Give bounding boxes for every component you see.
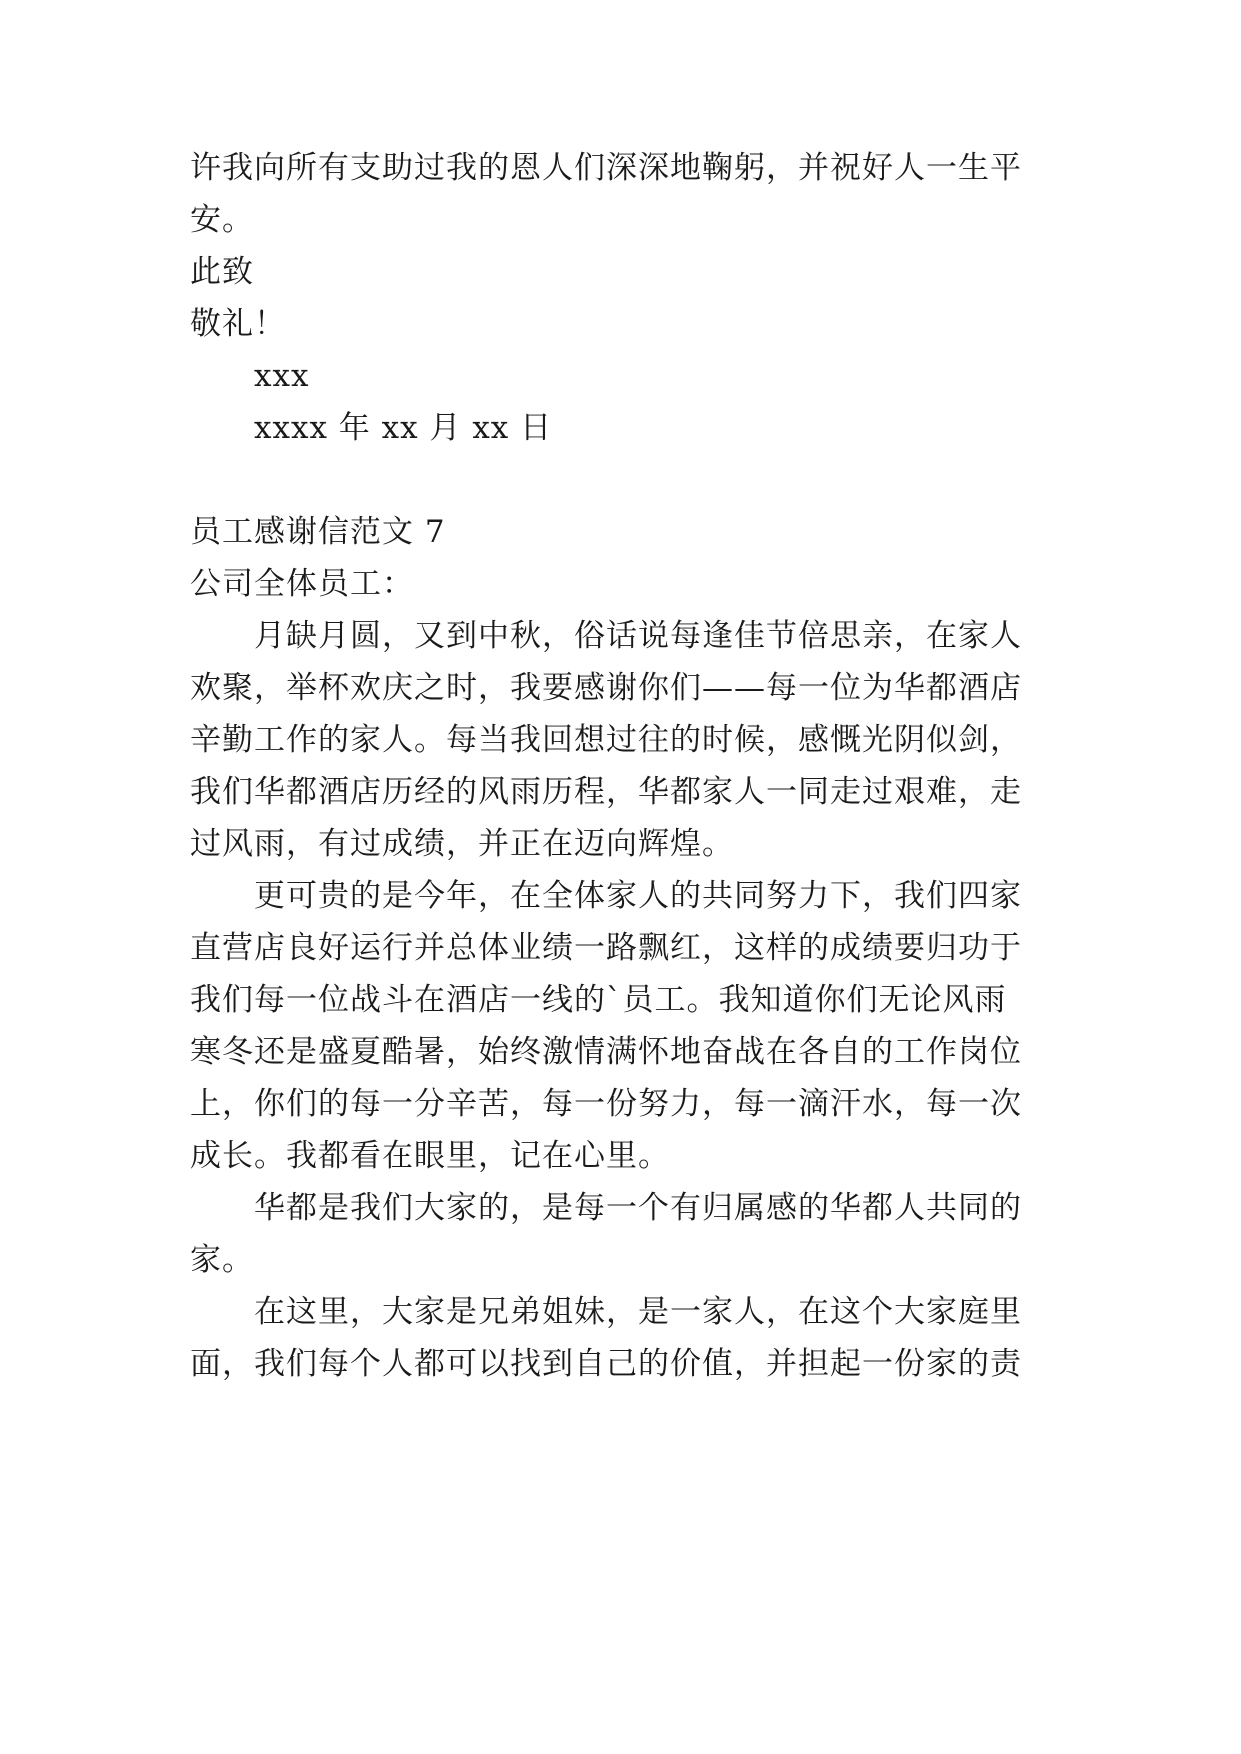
paragraph-2-line-5: 上，你们的每一分辛苦，每一份努力，每一滴汗水，每一次 bbox=[190, 1086, 1022, 1122]
paragraph-2-line-6: 成长。我都看在眼里，记在心里。 bbox=[190, 1138, 670, 1174]
salutation: 公司全体员工： bbox=[190, 566, 414, 602]
paragraph-1-line-4: 我们华都酒店历经的风雨历程，华都家人一同走过艰难，走 bbox=[190, 774, 1022, 810]
signature-date: xxxx 年 xx 月 xx 日 bbox=[254, 410, 553, 446]
paragraph-3-line-2: 家。 bbox=[190, 1242, 254, 1278]
paragraph-2-line-4: 寒冬还是盛夏酷暑，始终激情满怀地奋战在各自的工作岗位 bbox=[190, 1034, 1022, 1070]
paragraph-4-line-1: 在这里，大家是兄弟姐妹，是一家人，在这个大家庭里 bbox=[254, 1294, 1022, 1330]
opening-line-1: 许我向所有支助过我的恩人们深深地鞠躬，并祝好人一生平 bbox=[190, 150, 1022, 186]
paragraph-1-line-3: 辛勤工作的家人。每当我回想过往的时候，感慨光阴似剑， bbox=[190, 722, 1022, 758]
paragraph-2-line-2: 直营店良好运行并总体业绩一路飘红，这样的成绩要归功于 bbox=[190, 930, 1022, 966]
paragraph-1-line-5: 过风雨，有过成绩，并正在迈向辉煌。 bbox=[190, 826, 734, 862]
closing-line-2: 敬礼！ bbox=[190, 306, 286, 342]
paragraph-2-line-3: 我们每一位战斗在酒店一线的`员工。我知道你们无论风雨 bbox=[190, 982, 1007, 1018]
opening-line-2: 安。 bbox=[190, 202, 254, 238]
signature-name: xxx bbox=[254, 358, 310, 394]
paragraph-1-line-1: 月缺月圆，又到中秋，俗话说每逢佳节倍思亲，在家人 bbox=[254, 618, 1022, 654]
section-title: 员工感谢信范文 7 bbox=[190, 514, 446, 550]
paragraph-2-line-1: 更可贵的是今年，在全体家人的共同努力下，我们四家 bbox=[254, 878, 1022, 914]
paragraph-4-line-2: 面，我们每个人都可以找到自己的价值，并担起一份家的责 bbox=[190, 1346, 1022, 1382]
paragraph-3-line-1: 华都是我们大家的，是每一个有归属感的华都人共同的 bbox=[254, 1190, 1022, 1226]
paragraph-1-line-2: 欢聚，举杯欢庆之时，我要感谢你们——每一位为华都酒店 bbox=[190, 670, 1022, 706]
closing-line-1: 此致 bbox=[190, 254, 254, 290]
